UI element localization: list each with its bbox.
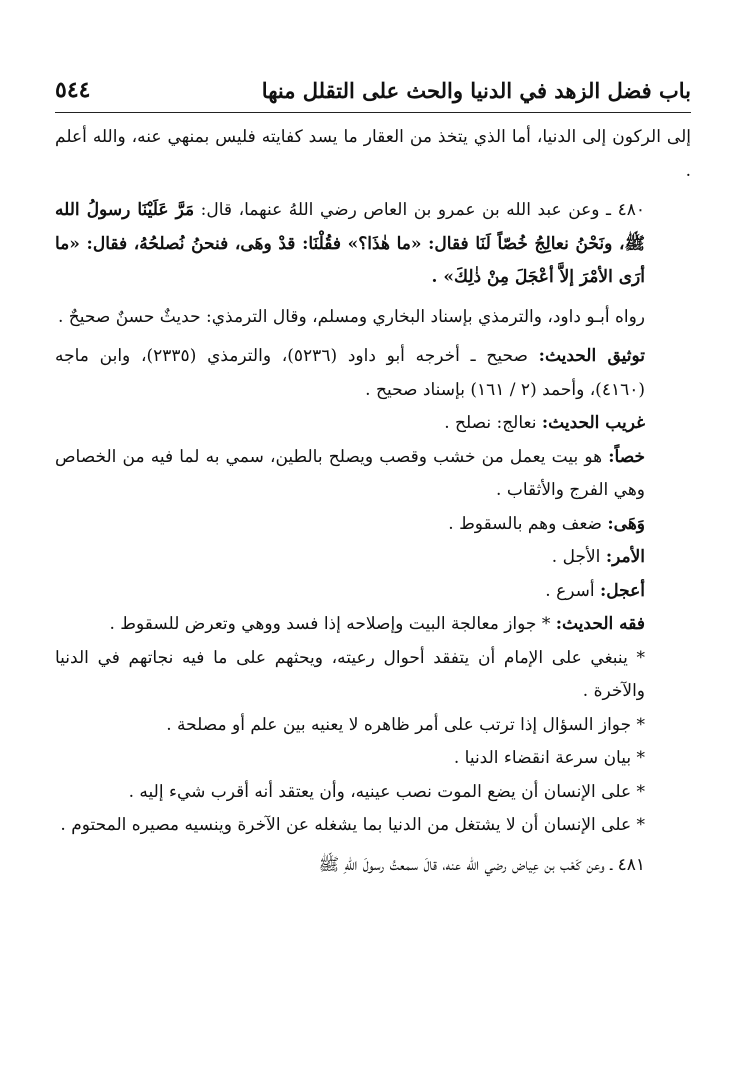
hadith-480-matn: مَرَّ عَلَيْنَا رسولُ الله ﷺ، ونَحْنُ نعالِجُ خُصّاً لَنَا فقال: «ما هٰذَا؟» فقُلْنَا: قدْ وهَى، فنحنُ نُصلحُهُ، فقال: «ما أرَى الأمْرَ إلاَّ أعْجَلَ مِنْ ذٰلِكَ» .: [55, 200, 645, 287]
riwaya-note: رواه أبـو داود، والترمذي بإسناد البخاري ومسلم، وقال الترمذي: حديثٌ حسنٌ صحيحٌ .: [57, 306, 645, 327]
chapter-title: باب فضل الزهد في الدنيا والحث على التقلل منها: [261, 77, 691, 103]
hadith-480-isnad: ٤٨٠ ـ وعن عبد الله بن عمرو بن العاص رضي اللهُ عنهما، قال:: [194, 200, 645, 220]
fiqh-bullet-4: * على الإنسان أن يضع الموت نصب عينيه، وأن يعتقد أنه أقرب شيء إليه .: [128, 781, 645, 802]
page-number: ٥٤٤: [55, 77, 91, 103]
hadith-481: ٤٨١ ـ وعن كَعْب بن عِياض رضي الله عنه، قالَ سمعتُ رسولَ اللهِ ﷺ: [318, 854, 645, 875]
aajal-label: أعجل:: [600, 580, 645, 601]
amr-text: الأجل .: [551, 547, 606, 567]
khussan-label: خصاً:: [608, 446, 645, 467]
gharib-label: غريب الحديث:: [541, 413, 645, 433]
paragraph-intro: إلى الركون إلى الدنيا، أما الذي يتخذ من العقار ما يسد كفايته فليس بمنهي عنه، والله أعلم .: [55, 127, 691, 181]
wahaa-text: ضعف وهم بالسقوط .: [448, 513, 608, 534]
fiqh-text: * جواز معالجة البيت وإصلاحه إذا فسد ووهي وتعرض للسقوط .: [109, 614, 556, 634]
fiqh-bullet-2: * جواز السؤال إذا ترتب على أمر ظاهره لا يعنيه بين علم أو مصلحة .: [166, 714, 645, 735]
fiqh-bullet-5: * على الإنسان أن لا يشتغل من الدنيا بما يشغله عن الآخرة وينسيه مصيره المحتوم .: [60, 815, 645, 835]
fiqh-bullet-1: * ينبغي على الإمام أن يتفقد أحوال رعيته، ويحثهم على ما فيه نجاتهم في الدنيا والآخرة .: [55, 647, 645, 701]
hadith-480: [55, 194, 691, 295]
tawthiq-text: صحيح ـ أخرجه أبو داود (٥٢٣٦)، والترمذي (٢٣٣٥)، وابن ماجه (٤١٦٠)، وأحمد (٢ / ١٦١) بإسناد صحيح .: [55, 346, 645, 400]
aajal-definition: [55, 575, 691, 609]
aajal-text: أسرع .: [545, 580, 600, 601]
tawthiq-label: توثيق الحديث:: [538, 346, 645, 366]
page-body: [55, 113, 691, 882]
amr-definition: [55, 541, 691, 575]
gharib-text: نعالج: نصلح .: [444, 413, 542, 433]
wahaa-definition: [55, 508, 691, 542]
amr-label: الأمر:: [605, 547, 645, 567]
wahaa-label: وَهَى:: [607, 513, 645, 534]
tawthiq-section: [55, 340, 691, 407]
khussan-text: هو بيت يعمل من خشب وقصب ويصلح بالطين، سمي به لما فيه من الخصاص وهي الفرج والأثقاب .: [55, 446, 645, 500]
book-page: [55, 68, 691, 1068]
fiqh-section: [55, 608, 691, 642]
gharib-section: [55, 407, 691, 441]
fiqh-bullet-3: * بيان سرعة انقضاء الدنيا .: [453, 748, 645, 768]
fiqh-label: فقه الحديث:: [555, 614, 645, 634]
khussan-definition: [55, 441, 691, 508]
page-header: [55, 68, 691, 113]
